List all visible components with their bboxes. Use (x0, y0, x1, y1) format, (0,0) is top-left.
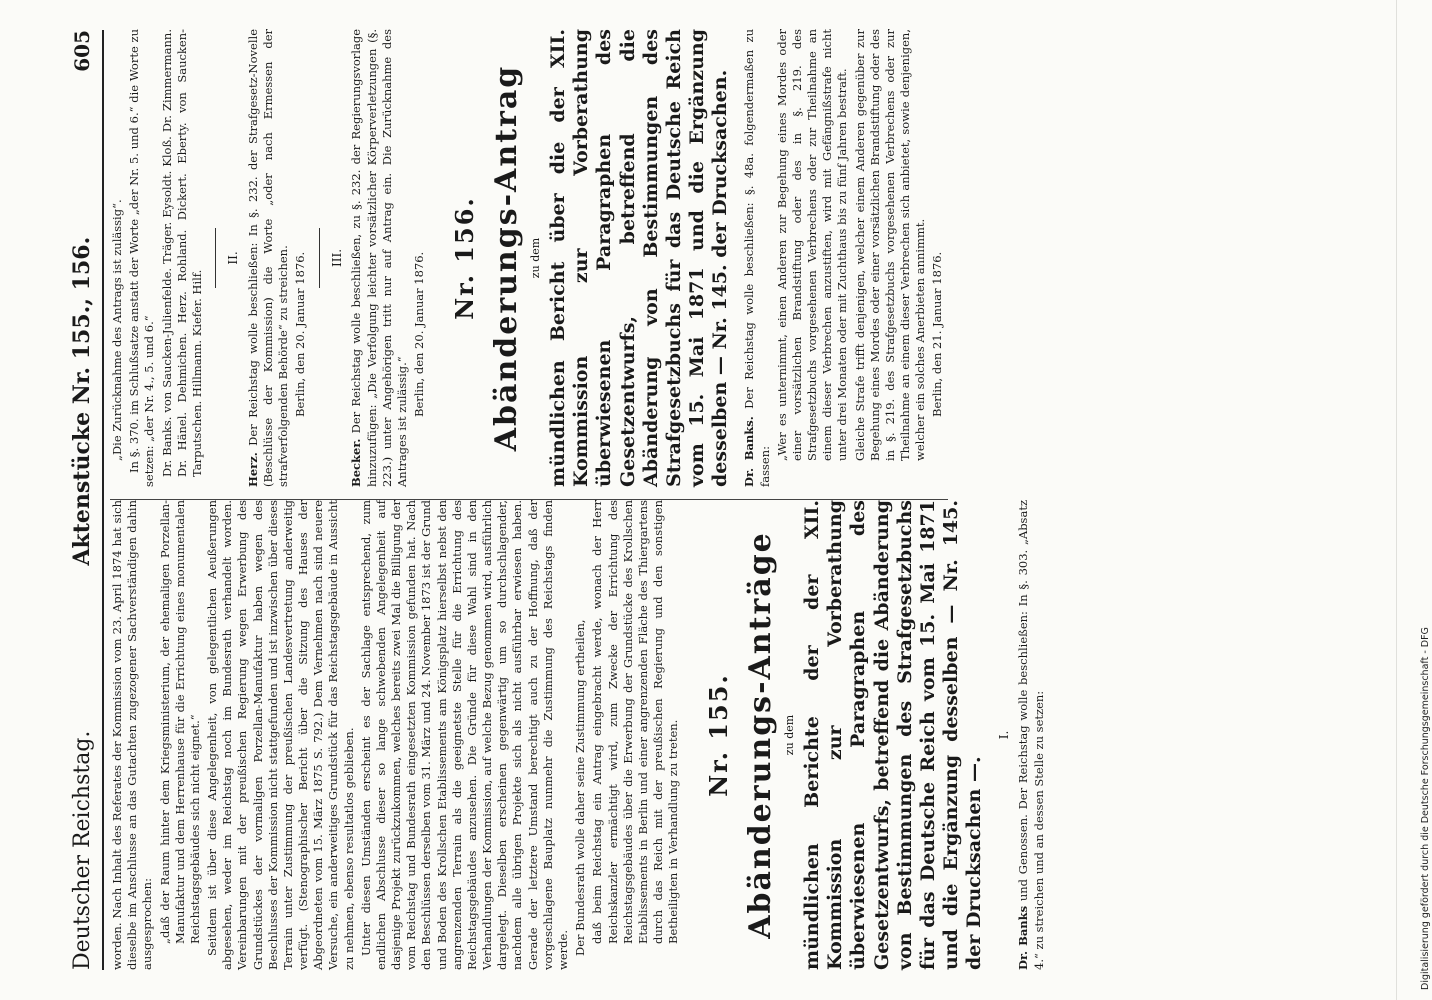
speaker-name: Dr. Banks. (742, 416, 757, 487)
roman-numeral: I. (996, 730, 1011, 740)
credit-text: Digitalisierung gefördert durch die Deutsche Forschungsgemeinschaft - DFG (1420, 627, 1431, 990)
motion-body: Der Reichstag wolle beschließen, zu §. 232. der Regierungsvorlage hinzuzufügen: „Die Verfolgung leichter vorsätzlicher Körperverletzungen (§. 223.) unter Angehörigen tritt nur auf Antrag ein. Die Zurücknahme des Antrages ist zulässig.“ (349, 29, 409, 487)
left-quote: daß beim Reichstag ein Antrag eingebracht werde, wonach der Herr Reichskanzler ermächtigt wird, zum Zwecke der Errichtung des Reichstagsgebäudes über die Erwerbung der Grundstücke des Krollschen Etablissements in Berlin und einer angrenzenden Fläche des Thiergartens durch das Reich mit der preußischen Regierung und den sonstigen Betheiligten in Verhandlung zu treten. (590, 500, 681, 944)
section-title: mündlichen Bericht über die der XII. Kommission zur Vorberathung überwiesenen Paragraphen des Gesetzentwurfs, betreffend die Abänderung von Bestimmungen des Strafgesetzbuchs für das Deutsche Reich vom 15. Mai 1871 und die Ergänzung desselben — Nr. 145. der Drucksachen. (547, 29, 732, 487)
dfg-credit (1406, 10, 1431, 990)
scan-edge (1396, 0, 1397, 1000)
date-line: Berlin, den 20. Januar 1876. (293, 251, 308, 417)
left-paragraph: Unter diesen Umständen erscheint es der Sachlage entsprechend, zum endlichen Abschlusse dieser so lange schwebenden Angelegenheit auf dasjenige Projekt zurückzukommen, welches bereits zwei Mal die Billigung der vom Reichstag und Bundesrath eingesetzten Kommission gefunden hat. Nach den Beschlüssen derselben vom 31. März und 24. November 1873 ist der Grund und Boden des Krollschen Etablissements am Königsplatz hierselbst nebst den angrenzenden Terrain als die geeignetste Stelle für die Errichtung des Reichstagsgebäudes anzusehen. Die Gründe für diese Wahl sind in den Verhandlungen der Kommission, auf welche Bezug genommen wird, ausführlich dargelegt. Dieselben erscheinen gegenwärtig um so durchschlagender, nachdem alle übrigen Projekte sich als nicht ausführbar erwiesen haben. Gerade der letztere Umstand berechtigt auch zu der Hoffnung, daß der vorgeschlagene Bauplatz nunmehr die Zustimmung des Reichstags finden werde. (358, 500, 570, 970)
section-headline: Abänderungs-Antrag (488, 64, 524, 452)
right-column (110, 29, 948, 500)
motion-text (246, 29, 292, 487)
right-quote: Gleiche Strafe trifft denjenigen, welcher einem Anderen gegenüber zur Begehung eines Mordes oder einer vorsätzlichen Brandstiftung oder des in §. 219. des Strafgesetzbuchs vorgesehenen Verbrechens oder zur Theilnahme an einem dieser Verbrechen sich anbietet, sowie denjenigen, welcher ein solches Anerbieten annimmt. (852, 29, 928, 461)
left-paragraph: Der Bundesrath wolle daher seine Zustimmung ertheilen, (573, 619, 588, 956)
document-number: Nr. 155. (704, 673, 734, 797)
right-paragraph: In §. 370. im Schlußsatze anstatt der Worte „der Nr. 5. und 6.“ die Worte zu setzen: „der Nr. 4., 5. und 6.“ (127, 29, 157, 487)
header-middle: Aktenstücke Nr. 155., 156. (69, 236, 95, 566)
motion-body: und Genossen. Der Reichstag wolle beschließen: In §. 303. „Absatz 4.“ zu streichen und an dessen Stelle zu setzen: (1016, 499, 1046, 970)
roman-numeral: II. (226, 251, 241, 265)
date-line: Berlin, den 20. Januar 1876. (412, 251, 427, 417)
left-paragraph: Seitdem ist über diese Angelegenheit, von gelegentlichen Aeußerungen abgesehen, weder im Reichstag noch im Bundesrath verhandelt worden. Vereinbarungen mit der preußischen Regierung wegen Erwerbung des Grundstückes der vormaligen Porzellan-Manufaktur haben wegen des Beschlusses der Kommission nicht stattgefunden und ist inzwischen über dieses Terrain unter Zustimmung der preußischen Landesvertretung anderweitig verfügt. (Stenographischer Bericht über die Sitzung des Hauses der Abgeordneten vom 15. März 1875 S. 792.) Dem Vernehmen nach sind neuere Versuche, ein anderweitiges Grundstück für das Reichstagsgebäude in Aussicht zu nehmen, ebenso resultatlos geblieben. (205, 500, 356, 970)
left-paragraph: worden. Nach Inhalt des Referates der Kommission vom 23. April 1874 hat sich dieselbe im Anschlusse an das Gutachten zugezogener Sachverständigen dahin ausgesprochen: (110, 500, 155, 970)
motion-body: Der Reichstag wolle beschließen: In §. 232. der Strafgesetz-Novelle (Beschlüsse der Kommission) die Worte „oder nach Ermessen der strafverfolgenden Behörde“ zu streichen. (245, 28, 291, 487)
motion-text (742, 29, 772, 487)
speaker-name: Herz. (245, 452, 260, 487)
motion-body: Der Reichstag wolle beschließen: §. 48a. folgendermaßen zu fassen: (742, 28, 772, 487)
page-number: 605 (70, 30, 94, 72)
motion-text (1016, 500, 1046, 970)
date-line: Berlin, den 21. Januar 1876. (930, 251, 945, 417)
connector-text: zu dem (528, 237, 542, 279)
roman-numeral: III. (329, 248, 344, 268)
divider (319, 228, 320, 288)
section-headline: Abänderungs-Anträge (743, 531, 779, 939)
left-column (110, 500, 1049, 970)
running-header (62, 30, 104, 970)
connector-text: zu dem (782, 714, 796, 756)
header-left: Deutscher Reichstag. (69, 730, 95, 970)
speaker-name: Becker. (349, 438, 364, 487)
document-number: Nr. 156. (450, 196, 480, 320)
signatories: Dr. Banks. von Saucken-Julienfelde. Träger. Eysoldt. Kloß. Dr. Zimmermann. Dr. Hänel. Dehmichen. Herz. Rohland. Dickert. Eberty. von Saucken-Tarputschen. Hillmann. Kiefer. Hilf. (159, 29, 204, 477)
motion-text (349, 29, 410, 487)
left-quote: „daß der Raum hinter dem Kriegsministerium, der ehemaligen Porzellan-Manufaktur und dem Herrenhause für die Errichtung eines monumentalen Reichstagsgebäudes sich nicht eignet.“ (157, 500, 202, 944)
section-title: mündlichen Berichte der der XII. Kommission zur Vorberathung überwiesenen Paragraphen des Gesetzentwurfs, betreffend die Abänderung von Bestimmungen des Strafgesetzbuchs für das Deutsche Reich vom 15. Mai 1871 und die Ergänzung desselben — Nr. 145. der Drucksachen —. (801, 500, 986, 970)
speaker-name: Dr. Banks (1016, 905, 1031, 970)
page-frame (40, 0, 1410, 1000)
divider (215, 228, 216, 288)
right-quote: „Die Zurücknahme des Antrags ist zulässig“. (110, 199, 124, 461)
rotated-page (40, 0, 1432, 1000)
right-quote: „Wer es unternimmt, einen Anderen zur Begehung eines Mordes oder einer vorsätzlichen Brandstiftung oder des in §. 219. des Strafgesetzbuchs vorgesehenen Verbrechens oder zur Theilnahme an einem dieser Verbrechen anzustiften, wird mit Gefängnißstrafe nicht unter drei Monaten oder mit Zuchthaus bis zu fünf Jahren bestraft. (774, 29, 850, 461)
